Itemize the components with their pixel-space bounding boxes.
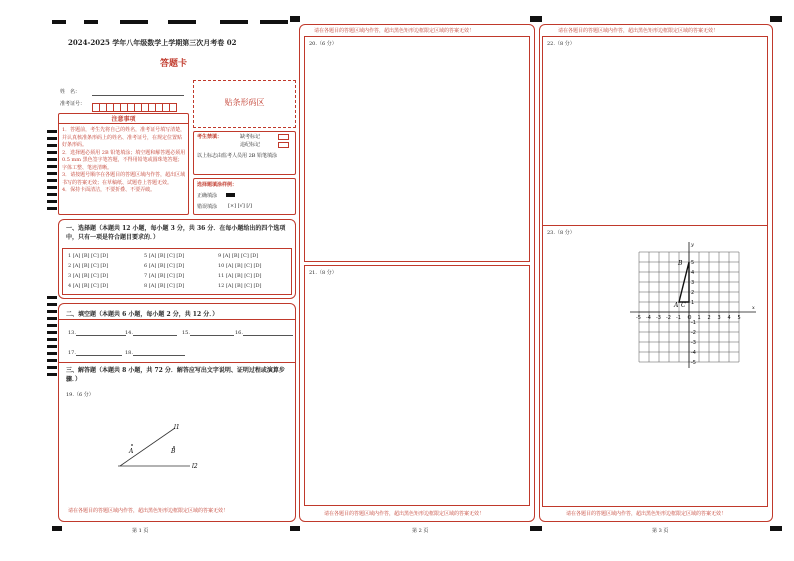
- y-tick-label: 2: [691, 290, 695, 296]
- registration-mark: [168, 20, 196, 24]
- y-tick-label: 1: [691, 300, 695, 306]
- choice-q6[interactable]: 6 [A] [B] [C] [D]: [144, 263, 185, 269]
- y-tick-label: -4: [691, 350, 696, 356]
- y-tick-label: -3: [691, 340, 696, 346]
- choice-q4[interactable]: 4 [A] [B] [C] [D]: [68, 283, 109, 289]
- blank-14[interactable]: 14.: [125, 328, 177, 336]
- barcode-area: 贴条形码区: [193, 80, 296, 128]
- x-tick-label: -5: [636, 315, 641, 321]
- divider: [58, 319, 296, 320]
- registration-mark: [770, 16, 782, 22]
- x-axis-label: x: [752, 305, 755, 311]
- notes-list: [62, 127, 186, 195]
- answer-area-20[interactable]: 20.（6 分）: [304, 36, 530, 262]
- status-title: 考生禁填：: [197, 134, 223, 140]
- label-c: C: [681, 302, 686, 309]
- status-instruction: 以上标志由监考人员用 2B 铅笔填涂: [197, 153, 278, 159]
- choice-q2[interactable]: 2 [A] [B] [C] [D]: [68, 263, 109, 269]
- choice-q5[interactable]: 5 [A] [B] [C] [D]: [144, 253, 185, 259]
- x-tick-label: 2: [707, 315, 711, 321]
- section1-title: 一、选择题（本题共 12 小题，每小题 3 分，共 36 分．在每小题给出的四个选项中，只有一项是符合题目要求的．）: [66, 225, 286, 241]
- warning-text: 请在各题目的答题区域内作答，超出黑色矩形边框限定区域的答案无效！: [68, 508, 229, 514]
- choice-q8[interactable]: 8 [A] [B] [C] [D]: [144, 283, 185, 289]
- label-b: B: [171, 448, 176, 455]
- x-tick-label: 5: [737, 315, 741, 321]
- blank-16[interactable]: 16.: [235, 328, 293, 336]
- cheat-checkbox[interactable]: [278, 142, 289, 148]
- blank-18[interactable]: 18.: [125, 348, 185, 356]
- warning-text: 请在各题目的答题区域内作答，超出黑色矩形边框限定区域的答案无效！: [314, 28, 475, 34]
- registration-mark: [770, 526, 782, 531]
- note-item: 2．选择题必须用 2B 铅笔填涂；填空题和解答题必须用 0.5 mm 黑色签字笔答题，不得用铅笔或圆珠笔答题；字体工整、笔迹清晰。: [62, 149, 186, 171]
- registration-mark: [52, 526, 62, 531]
- warning-text: 请在各题目的答题区域内作答，超出黑色矩形边框限定区域的答案无效！: [558, 28, 719, 34]
- choice-q9[interactable]: 9 [A] [B] [C] [D]: [218, 253, 259, 259]
- choice-q10[interactable]: 10 [A] [B] [C] [D]: [218, 263, 262, 269]
- page-number: 第 1 页: [132, 528, 149, 534]
- x-tick-label: 4: [727, 315, 731, 321]
- x-tick-label: -4: [646, 315, 651, 321]
- exam-subtitle: 答题卡: [160, 59, 188, 69]
- name-field[interactable]: [92, 95, 184, 96]
- x-tick-label: O: [687, 315, 692, 321]
- q19-figure: [110, 420, 210, 475]
- warning-text: 请在各题目的答题区域内作答，超出黑色矩形边框限定区域的答案无效！: [324, 511, 485, 517]
- cheat-label: 违纪标记: [240, 142, 261, 148]
- y-tick-label: 4: [691, 270, 695, 276]
- registration-mark: [290, 526, 300, 531]
- x-tick-label: 3: [717, 315, 721, 321]
- correct-label: 正确填涂: [197, 193, 218, 199]
- line-l1: [120, 428, 175, 466]
- choice-q7[interactable]: 7 [A] [B] [C] [D]: [144, 273, 185, 279]
- point-a: [131, 444, 133, 446]
- label-b: B: [678, 260, 683, 267]
- answer-area-22[interactable]: 22.（8 分）: [542, 36, 768, 226]
- registration-mark: [530, 16, 542, 22]
- x-tick-label: -2: [666, 315, 671, 321]
- label-l1: l1: [174, 424, 180, 431]
- note-item: 3．请按题号顺序在各题目的答题区域内作答，超出区域书写的答案无效；在草稿纸、试题卷上答题无效。: [62, 172, 186, 186]
- wrong-marks: [×] [√] [/]: [228, 203, 252, 209]
- label-a: A: [129, 448, 134, 455]
- warning-text: 请在各题目的答题区域内作答，超出黑色矩形边框限定区域的答案无效！: [566, 511, 727, 517]
- note-item: 1．答题前，考生先将自己的姓名，准考证号填写清楚，并认真核准条形码上的姓名、准考证号，在规定位置贴好条形码。: [62, 127, 186, 148]
- choice-q11[interactable]: 11 [A] [B] [C] [D]: [218, 273, 262, 279]
- registration-mark: [52, 20, 66, 24]
- registration-mark: [220, 20, 248, 24]
- label-a: A: [674, 302, 679, 309]
- page-number: 第 2 页: [412, 528, 429, 534]
- choice-q3[interactable]: 3 [A] [B] [C] [D]: [68, 273, 109, 279]
- answer-area-23[interactable]: 23.（8 分）: [542, 226, 768, 507]
- y-tick-label: -5: [691, 360, 696, 366]
- x-tick-label: -1: [676, 315, 681, 321]
- name-label: 姓 名：: [60, 89, 81, 95]
- divider: [58, 123, 189, 124]
- divider: [58, 362, 296, 363]
- exam-title: 2024-2025 学年八年级数学上学期第三次月考卷 02: [68, 38, 237, 47]
- answer-area-21[interactable]: 21.（8 分）: [304, 265, 530, 506]
- absent-checkbox[interactable]: [278, 134, 289, 140]
- blank-15[interactable]: 15.: [182, 328, 234, 336]
- sample-title: 选择题填涂样例：: [197, 182, 238, 188]
- label-l2: l2: [192, 463, 198, 470]
- x-tick-label: -3: [656, 315, 661, 321]
- page-number: 第 3 页: [652, 528, 669, 534]
- y-axis-label: y: [691, 242, 694, 248]
- wrong-label: 错误填涂: [197, 204, 218, 210]
- y-tick-label: 5: [691, 260, 695, 266]
- y-tick-label: -1: [691, 320, 696, 326]
- coordinate-grid: [630, 240, 760, 368]
- notes-header: 注意事项: [111, 116, 136, 123]
- registration-mark: [120, 20, 148, 24]
- registration-mark: [290, 16, 300, 22]
- blank-17[interactable]: 17.: [68, 348, 122, 356]
- section2-title: 二、填空题（本题共 6 小题，每小题 2 分，共 12 分．）: [66, 311, 219, 318]
- note-item: 4．保持卡面清洁，不要折叠、不要弄破。: [62, 187, 156, 193]
- registration-mark: [84, 20, 98, 24]
- choice-q12[interactable]: 12 [A] [B] [C] [D]: [218, 283, 262, 289]
- registration-mark: [530, 526, 542, 531]
- choice-q1[interactable]: 1 [A] [B] [C] [D]: [68, 253, 109, 259]
- blank-13[interactable]: 13.: [68, 328, 126, 336]
- registration-mark: [260, 20, 288, 24]
- question-19: 19.（6 分）: [66, 392, 94, 398]
- y-tick-label: -2: [691, 330, 696, 336]
- section3-title: 三、解答题（本题共 8 小题，共 72 分．解答应写出文字说明、证明过程或演算步骤．）: [66, 367, 285, 383]
- id-label: 准考证号：: [60, 101, 86, 107]
- x-tick-label: 1: [697, 315, 701, 321]
- absent-label: 缺考标记: [240, 134, 261, 140]
- y-tick-label: 3: [691, 280, 695, 286]
- correct-mark: [226, 193, 235, 197]
